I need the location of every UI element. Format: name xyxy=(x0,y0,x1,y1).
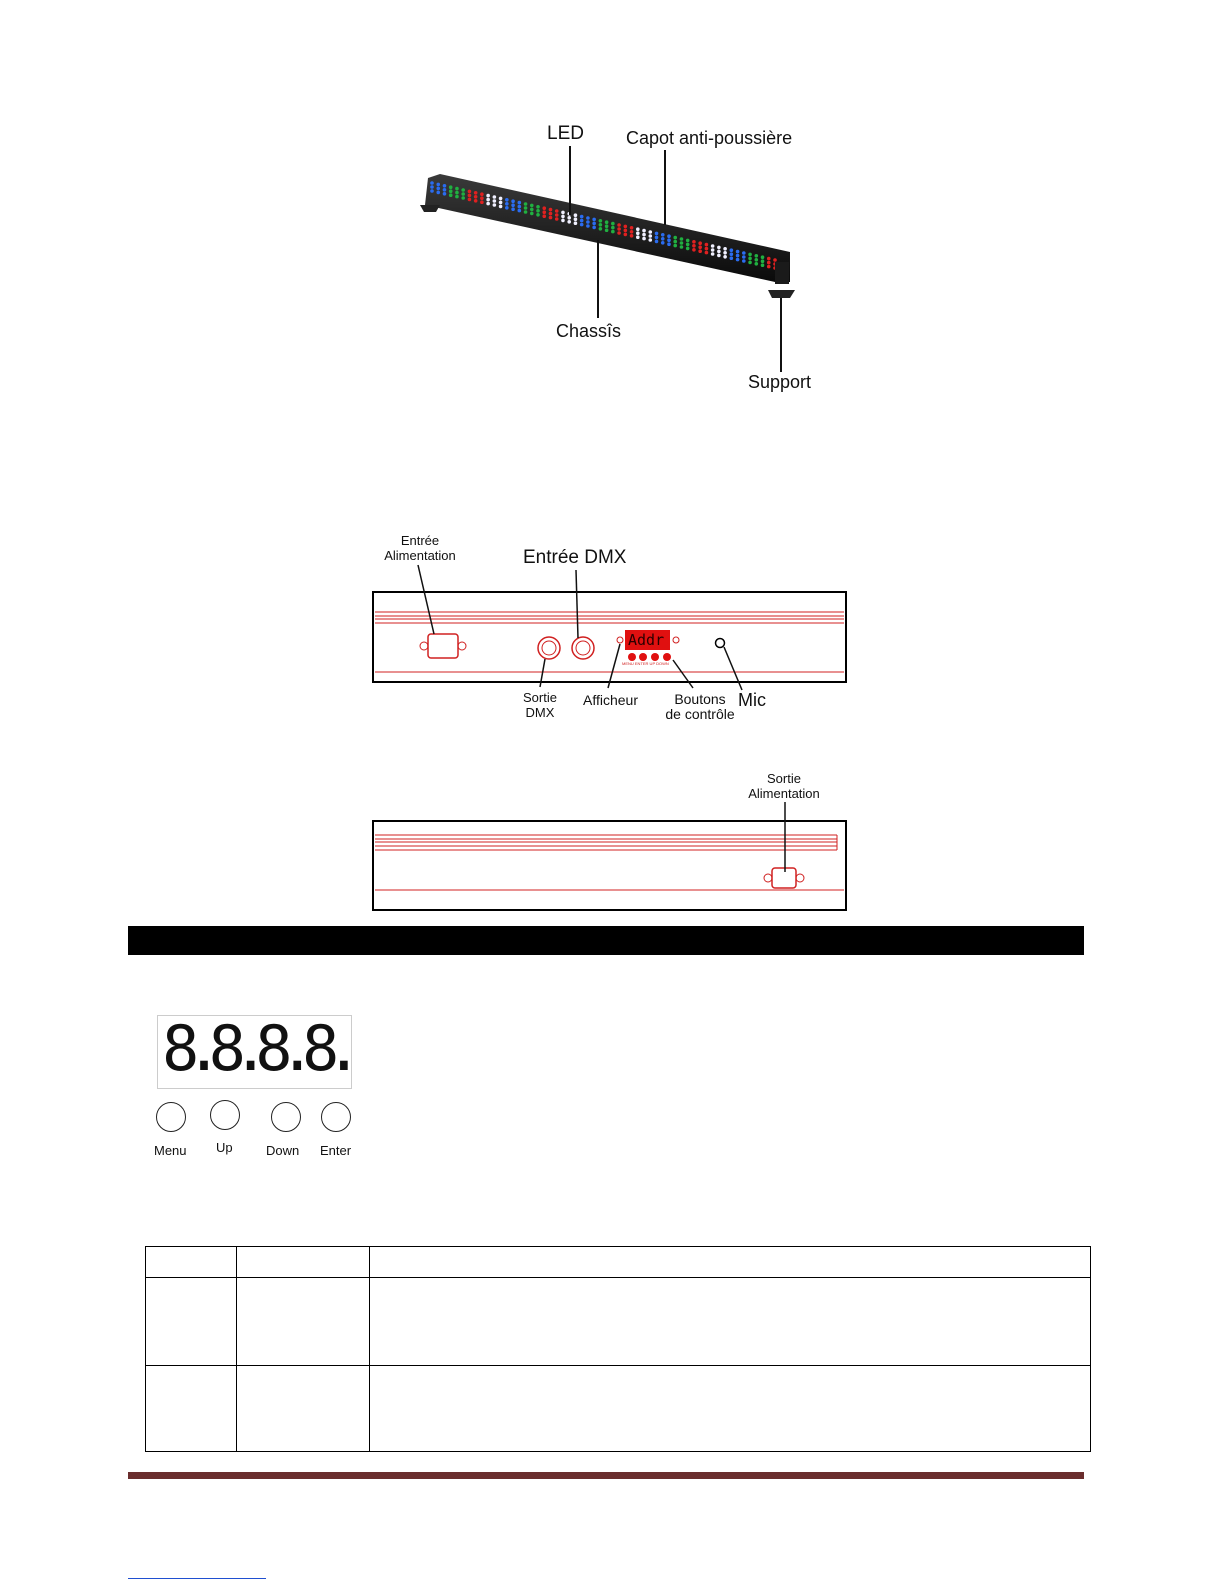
led-dot xyxy=(449,193,453,197)
label-sortie-dmx-line2: DMX xyxy=(525,705,555,720)
led-dot xyxy=(723,255,727,259)
led-dot xyxy=(736,254,740,258)
led-dot xyxy=(574,221,578,225)
up-button-label: Up xyxy=(216,1140,233,1155)
led-dot xyxy=(486,202,490,206)
led-dot xyxy=(680,241,684,245)
led-dot xyxy=(530,208,534,212)
led-dot xyxy=(748,261,752,265)
label-sortie-alimentation xyxy=(736,771,832,801)
led-dot xyxy=(605,228,609,232)
led-dot xyxy=(574,213,578,217)
footer-rule xyxy=(128,1472,1084,1479)
led-dot xyxy=(430,189,434,193)
table-row xyxy=(146,1366,1091,1452)
led-dot xyxy=(611,222,615,226)
led-dot xyxy=(486,194,490,198)
led-dot xyxy=(592,218,596,222)
led-dot xyxy=(692,244,696,248)
led-dot xyxy=(549,216,553,220)
led-dot xyxy=(567,216,571,220)
led-dot xyxy=(648,238,652,242)
led-dot xyxy=(443,188,447,192)
led-dot xyxy=(630,226,634,230)
led-dot xyxy=(474,195,478,199)
led-dot xyxy=(717,254,721,258)
led-dot xyxy=(767,261,771,265)
front-panel-drawing xyxy=(0,560,1225,760)
led-dot xyxy=(630,234,634,238)
menu-button[interactable] xyxy=(156,1102,186,1132)
label-entree-alim-line2: Alimentation xyxy=(384,548,456,563)
table-cell xyxy=(370,1278,1091,1366)
label-boutons-line1: Boutons xyxy=(674,691,726,707)
led-dot xyxy=(511,199,515,203)
led-dot xyxy=(773,258,777,262)
led-dot xyxy=(599,219,603,223)
led-dot xyxy=(742,251,746,255)
led-dot xyxy=(474,199,478,203)
led-dot xyxy=(711,244,715,248)
led-dot xyxy=(436,191,440,195)
led-dot xyxy=(586,216,590,220)
led-dot xyxy=(767,257,771,261)
led-dot xyxy=(561,219,565,223)
label-entree-dmx: Entrée DMX xyxy=(523,547,627,568)
led-dot xyxy=(536,205,540,209)
led-dot xyxy=(730,256,734,260)
led-dot xyxy=(642,229,646,233)
led-dot xyxy=(761,259,765,263)
led-dot xyxy=(480,196,484,200)
up-button[interactable] xyxy=(210,1100,240,1130)
led-dot xyxy=(524,206,528,210)
led-dot xyxy=(661,241,665,245)
led-dot xyxy=(767,265,771,269)
led-dot xyxy=(655,232,659,236)
led-dot xyxy=(468,194,472,198)
led-dot xyxy=(530,204,534,208)
led-dot xyxy=(480,200,484,204)
led-dot xyxy=(436,183,440,187)
led-dot xyxy=(742,255,746,259)
led-dot xyxy=(480,192,484,196)
led-dot xyxy=(624,233,628,237)
led-dot xyxy=(761,255,765,259)
led-dot xyxy=(493,195,497,199)
led-dot xyxy=(524,202,528,206)
table-cell xyxy=(370,1247,1091,1278)
led-dot xyxy=(474,191,478,195)
led-dot xyxy=(717,250,721,254)
led-dot xyxy=(742,259,746,263)
label-sortie-alim-line2: Alimentation xyxy=(748,786,820,801)
led-dot xyxy=(542,210,546,214)
led-dot xyxy=(574,217,578,221)
led-dot xyxy=(692,240,696,244)
led-dot xyxy=(536,209,540,213)
led-dot xyxy=(611,226,615,230)
led-dot xyxy=(561,211,565,215)
seven-segment-digits: 8.8.8.8. xyxy=(162,1012,349,1085)
led-dot xyxy=(555,217,559,221)
led-dot xyxy=(761,263,765,267)
led-dot xyxy=(499,205,503,209)
led-dot xyxy=(673,244,677,248)
led-dot xyxy=(443,192,447,196)
led-dot xyxy=(455,187,459,191)
led-dot xyxy=(705,251,709,255)
label-entree-alim-line1: Entrée xyxy=(400,533,440,548)
led-dot xyxy=(648,234,652,238)
led-dot xyxy=(461,192,465,196)
led-dot xyxy=(455,195,459,199)
down-button[interactable] xyxy=(271,1102,301,1132)
led-dot xyxy=(436,187,440,191)
enter-button[interactable] xyxy=(321,1102,351,1132)
led-dot xyxy=(617,231,621,235)
led-dot xyxy=(493,199,497,203)
led-dot xyxy=(698,241,702,245)
led-dot xyxy=(667,242,671,246)
led-dot xyxy=(705,247,709,251)
led-dot xyxy=(586,220,590,224)
led-dot xyxy=(599,227,603,231)
led-dot xyxy=(754,258,758,262)
led-dot xyxy=(449,185,453,189)
led-dot xyxy=(555,213,559,217)
led-dot xyxy=(736,250,740,254)
led-dot xyxy=(461,196,465,200)
footer-link-underline xyxy=(128,1578,266,1580)
rear-panel-drawing xyxy=(0,780,1225,920)
led-dot xyxy=(748,257,752,261)
label-chassis: Chassîs xyxy=(556,321,622,341)
led-dot xyxy=(518,209,522,213)
led-dot xyxy=(698,245,702,249)
label-boutons-controle xyxy=(664,692,736,722)
led-dot xyxy=(561,215,565,219)
led-dot xyxy=(748,253,752,257)
led-dot xyxy=(711,252,715,256)
seven-segment-display xyxy=(157,1012,352,1089)
led-dot xyxy=(730,248,734,252)
led-dot xyxy=(567,220,571,224)
led-dot xyxy=(686,239,690,243)
led-dot xyxy=(723,251,727,255)
button-legend: MENU ENTER UP DOWN xyxy=(622,661,669,666)
label-sortie-alim-line1: Sortie xyxy=(767,771,801,786)
led-dot xyxy=(667,234,671,238)
table-cell xyxy=(146,1366,237,1452)
label-entree-alimentation xyxy=(372,533,468,563)
led-dot xyxy=(642,233,646,237)
led-dot xyxy=(730,252,734,256)
led-dot xyxy=(511,203,515,207)
label-boutons-line2: de contrôle xyxy=(665,706,735,722)
label-mic: Mic xyxy=(738,690,766,710)
led-dot xyxy=(499,197,503,201)
led-dot xyxy=(486,198,490,202)
label-support: Support xyxy=(748,372,812,392)
led-dot xyxy=(636,235,640,239)
operations-table xyxy=(145,1246,1091,1452)
led-dot xyxy=(549,208,553,212)
led-dot xyxy=(648,230,652,234)
led-dot xyxy=(499,201,503,205)
table-cell xyxy=(237,1247,370,1278)
menu-button-label: Menu xyxy=(154,1143,187,1158)
led-dot xyxy=(636,227,640,231)
led-dot xyxy=(505,206,509,210)
led-dot xyxy=(655,236,659,240)
led-dot xyxy=(611,230,615,234)
led-dot xyxy=(549,212,553,216)
led-dot xyxy=(667,238,671,242)
led-dot xyxy=(754,262,758,266)
label-sortie-dmx-line1: Sortie xyxy=(523,690,557,705)
led-dot xyxy=(736,258,740,262)
led-dot xyxy=(461,188,465,192)
label-led: LED xyxy=(547,123,584,144)
led-dot xyxy=(518,201,522,205)
led-dot xyxy=(542,206,546,210)
led-dot xyxy=(661,237,665,241)
led-dot xyxy=(530,212,534,216)
led-dot xyxy=(580,215,584,219)
led-dot xyxy=(443,184,447,188)
led-dot xyxy=(723,247,727,251)
label-sortie-dmx xyxy=(515,690,565,720)
table-row xyxy=(146,1278,1091,1366)
led-dot xyxy=(536,213,540,217)
led-dot xyxy=(617,223,621,227)
table-cell xyxy=(146,1247,237,1278)
led-dot xyxy=(680,237,684,241)
led-dot xyxy=(686,243,690,247)
led-dot xyxy=(586,224,590,228)
led-dot xyxy=(624,229,628,233)
table-cell xyxy=(146,1278,237,1366)
table-header-row xyxy=(146,1247,1091,1278)
led-dot xyxy=(705,243,709,247)
led-dot xyxy=(449,189,453,193)
table-cell xyxy=(237,1366,370,1452)
led-dot xyxy=(580,219,584,223)
led-dot xyxy=(661,233,665,237)
led-dot xyxy=(673,240,677,244)
led-dot xyxy=(592,226,596,230)
led-dot xyxy=(518,205,522,209)
led-dot xyxy=(555,209,559,213)
led-dot xyxy=(680,245,684,249)
led-dot xyxy=(717,246,721,250)
led-dot xyxy=(505,202,509,206)
led-dot xyxy=(624,225,628,229)
label-afficheur: Afficheur xyxy=(583,692,638,708)
led-dot xyxy=(605,224,609,228)
led-bar-illustration xyxy=(0,0,1225,420)
led-dot xyxy=(542,214,546,218)
enter-button-label: Enter xyxy=(320,1143,352,1158)
led-dot xyxy=(505,198,509,202)
led-dot xyxy=(673,236,677,240)
led-dot xyxy=(430,185,434,189)
table-cell xyxy=(370,1366,1091,1452)
led-dot xyxy=(511,207,515,211)
led-dot xyxy=(580,223,584,227)
led-dot xyxy=(605,220,609,224)
label-capot: Capot anti-poussière xyxy=(626,128,793,148)
led-dot xyxy=(630,230,634,234)
led-dot xyxy=(468,190,472,194)
led-dot xyxy=(617,227,621,231)
led-dot xyxy=(468,198,472,202)
led-dot xyxy=(711,248,715,252)
section-header-bar xyxy=(128,926,1084,955)
down-button-label: Down xyxy=(266,1143,300,1158)
led-dot xyxy=(655,240,659,244)
led-dot xyxy=(430,181,434,185)
led-dot xyxy=(524,210,528,214)
led-dot xyxy=(686,247,690,251)
display-addr-text: Addr xyxy=(628,631,665,649)
led-dot xyxy=(592,222,596,226)
table-cell xyxy=(237,1278,370,1366)
led-dot xyxy=(636,231,640,235)
led-dot xyxy=(642,237,646,241)
led-dot xyxy=(599,223,603,227)
led-dot xyxy=(754,254,758,258)
led-dot xyxy=(455,191,459,195)
led-dot xyxy=(493,203,497,207)
led-dot xyxy=(698,249,702,253)
led-dot xyxy=(692,248,696,252)
